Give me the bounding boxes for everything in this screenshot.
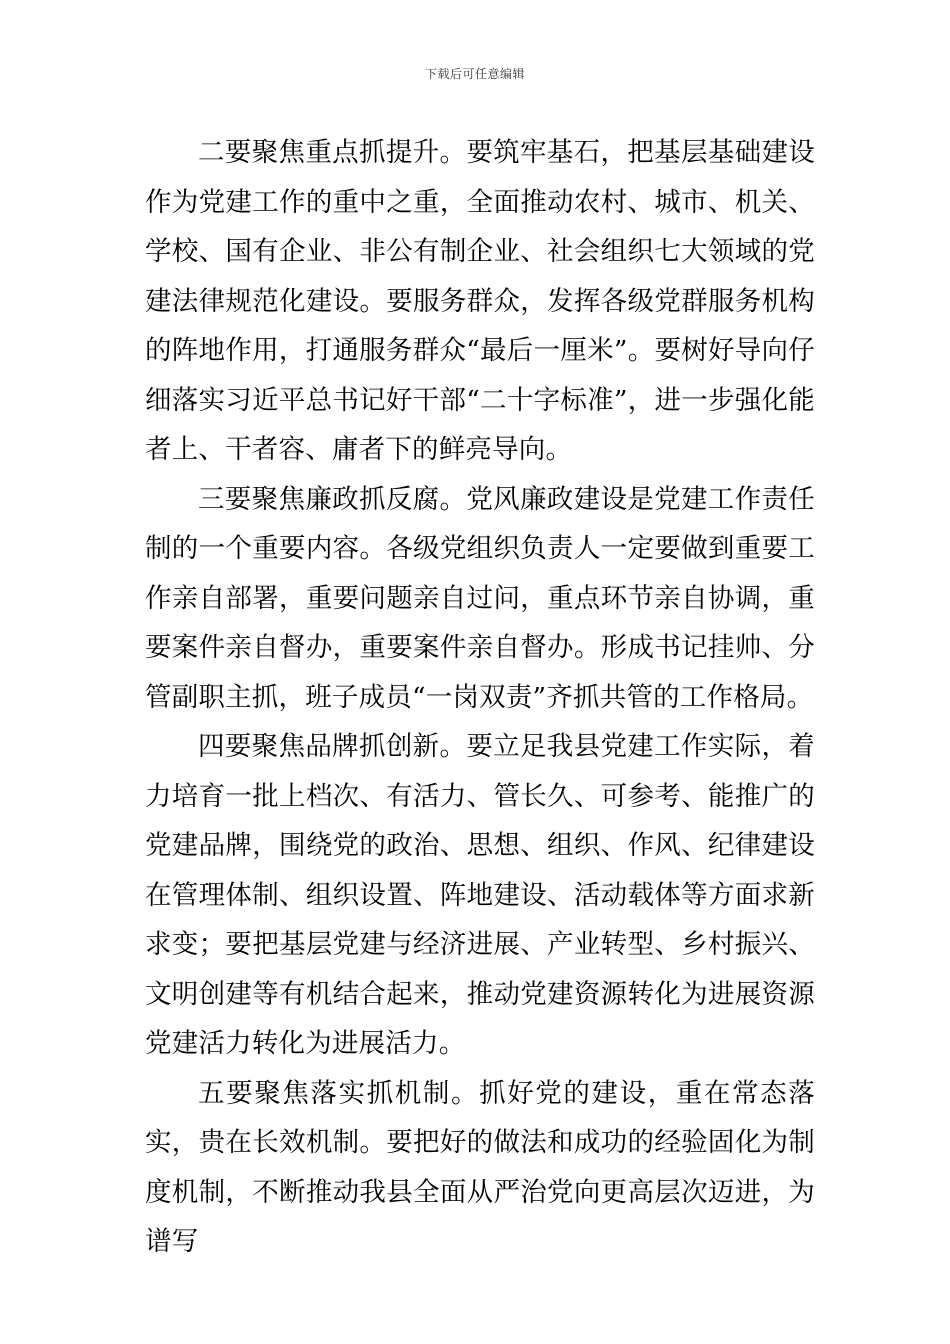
document-body — [145, 128, 815, 1267]
paragraph-5: 五要聚焦落实抓机制。抓好党的建设，重在常态落实，贵在长效机制。要把好的做法和成功的经验固化为制度机制，不断推动我县全面从严治党向更高层次迈进，为谱写 — [145, 1077, 815, 1257]
paragraph-4: 四要聚焦品牌抓创新。要立足我县党建工作实际，着力培育一批上档次、有活力、管长久、可参考、能推广的党建品牌，围绕党的政治、思想、组织、作风、纪律建设在管理体制、组织设置、阵地建设、活动载体等方面求新求变；要把基层党建与经济进展、产业转型、乡村振兴、文明创建等有机结合起来，推动党建资源转化为进展资源党建活力转化为进展活力。 — [145, 731, 815, 1059]
header-note: 下载后可任意编辑 — [424, 67, 525, 81]
paragraph-3: 三要聚焦廉政抓反腐。党风廉政建设是党建工作责任制的一个重要内容。各级党组织负责人一定要做到重要工作亲自部署，重要问题亲自过问，重点环节亲自协调，重要案件亲自督办，重要案件亲自督办。形成书记挂帅、分管副职主抓，班子成员“一岗双责”齐抓共管的工作格局。 — [145, 483, 815, 713]
paragraph-2: 二要聚焦重点抓提升。要筑牢基石，把基层基础建设作为党建工作的重中之重，全面推动农村、城市、机关、学校、国有企业、非公有制企业、社会组织七大领域的党建法律规范化建设。要服务群众，发挥各级党群服务机构的阵地作用，打通服务群众“最后一厘米”。要树好导向仔细落实习近平总书记好干部“二十字标准”，进一步强化能者上、干者容、庸者下的鲜亮导向。 — [145, 137, 815, 465]
